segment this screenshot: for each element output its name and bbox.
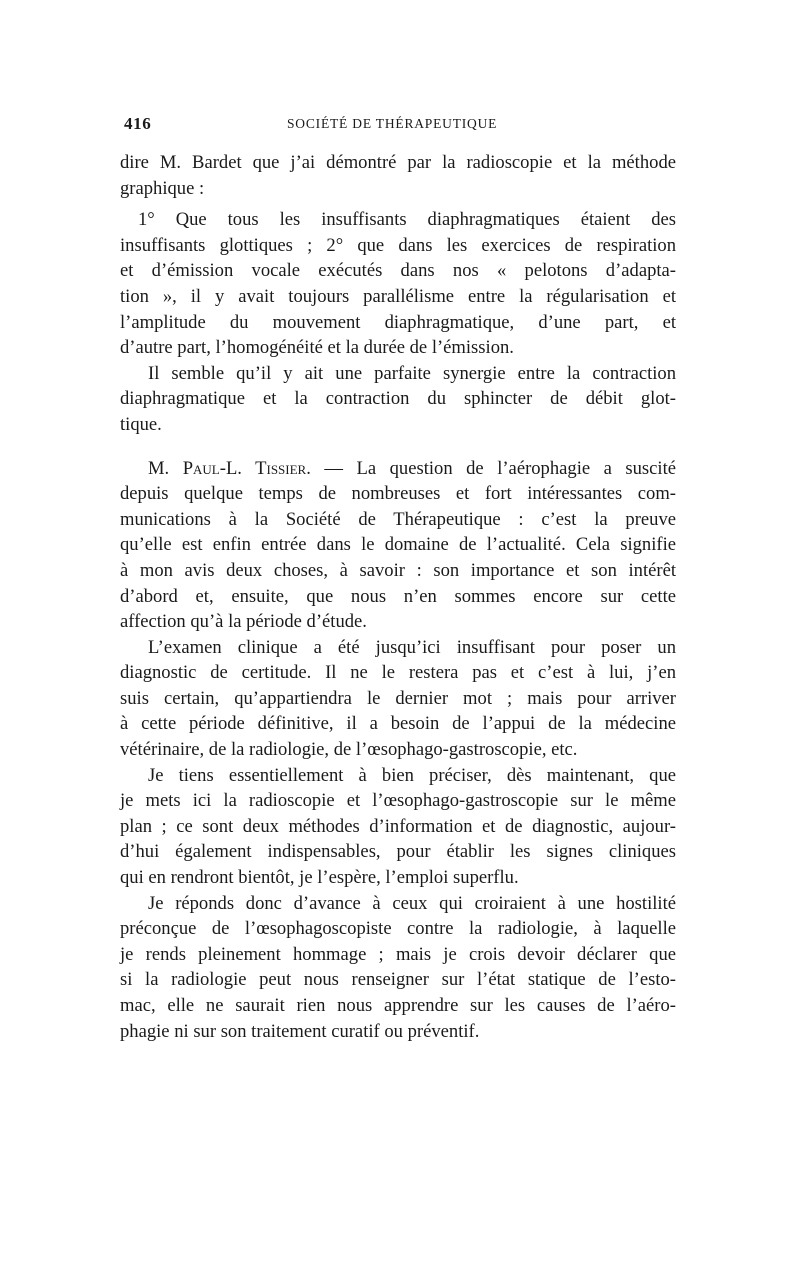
paragraph — [120, 361, 676, 438]
text-line: insuffisants glottiques ; 2° que dans les exercices de respiration — [120, 234, 676, 256]
text-line: qui en rendront bientôt, je l’espère, l’emploi superflu. — [120, 867, 519, 889]
paragraph-continuation — [120, 150, 676, 201]
text-line: préconçue de l’œsophagoscopiste contre la radiologie, à laquelle — [120, 918, 676, 940]
text-line — [120, 456, 676, 482]
text-line: tique. — [120, 413, 162, 435]
text-fragment: — La question de l’aérophagie a suscité — [310, 457, 677, 479]
text-line: vétérinaire, de la radiologie, de l’œsophago-gastroscopie, etc. — [120, 739, 578, 761]
running-head-title: SOCIÉTÉ DE THÉRAPEUTIQUE — [287, 116, 498, 131]
text-line: depuis quelque temps de nombreuses et fort intéressantes com- — [120, 483, 676, 505]
text-line: je mets ici la radioscopie et l’œsophago-gastroscopie sur le même — [120, 790, 676, 812]
paragraph — [120, 763, 676, 891]
text-line: mac, elle ne saurait rien nous apprendre sur les causes de l’aéro- — [120, 995, 676, 1016]
text-line: L’examen clinique a été jusqu’ici insuffisant pour poser un — [148, 636, 676, 658]
text-line: plan ; ce sont deux méthodes d’information et de diagnostic, aujour- — [120, 815, 676, 837]
text-line: graphique : — [120, 177, 205, 199]
text-line: d’hui également indispensables, pour établir les signes cliniques — [120, 841, 676, 863]
text-line: et d’émission vocale exécutés dans nos « pelotons d’adapta- — [120, 260, 676, 282]
text-line: diaphragmatique et la contraction du sphincter de débit glot- — [120, 388, 676, 410]
text-line: munications à la Société de Thérapeutique : c’est la preuve — [120, 508, 676, 530]
text-line: Il semble qu’il y ait une parfaite synergie entre la contraction — [148, 362, 676, 384]
speaker-name: M. Paul-L. Tissier. — [148, 457, 311, 479]
text-line: à mon avis deux choses, à savoir : son importance et son intérêt — [120, 559, 676, 581]
text-line: suis certain, qu’appartiendra le dernier mot ; mais pour arriver — [120, 687, 676, 709]
text-line: diagnostic de certitude. Il ne le restera pas et c’est à lui, j’en — [120, 662, 676, 684]
paragraph — [120, 456, 676, 635]
paragraph — [120, 635, 676, 763]
text-line: qu’elle est enfin entrée dans le domaine de l’actualité. Cela signifie — [120, 534, 676, 556]
text-line: phagie ni sur son traitement curatif ou préventif. — [120, 1020, 480, 1042]
text-line: affection qu’à la période d’étude. — [120, 611, 367, 633]
text-line: dire M. Bardet que j’ai démontré par la radioscopie et la méthode — [120, 152, 676, 173]
text-line: 1° Que tous les insuffisants diaphragmatiques étaient des — [138, 209, 676, 231]
text-line: tion », il y avait toujours parallélisme entre la régularisation et — [120, 285, 676, 307]
text-line: Je tiens essentiellement à bien préciser, dès maintenant, que — [148, 764, 676, 786]
running-head — [124, 114, 672, 138]
paragraph — [120, 207, 676, 361]
text-line: à cette période définitive, il a besoin de l’appui de la médecine — [120, 713, 676, 735]
text-line: Je réponds donc d’avance à ceux qui croiraient à une hostilité — [148, 892, 676, 914]
body-text — [120, 150, 676, 1044]
paragraph — [120, 891, 676, 1045]
text-line: si la radiologie peut nous renseigner sur l’état statique de l’esto- — [120, 969, 676, 991]
text-line: l’amplitude du mouvement diaphragmatique, d’une part, et — [120, 311, 676, 333]
text-line: d’autre part, l’homogénéité et la durée de l’émission. — [120, 337, 514, 359]
page-number: 416 — [124, 114, 152, 133]
text-line: je rends pleinement hommage ; mais je crois devoir déclarer que — [120, 943, 676, 965]
text-line: d’abord et, ensuite, que nous n’en sommes encore sur cette — [120, 585, 676, 607]
